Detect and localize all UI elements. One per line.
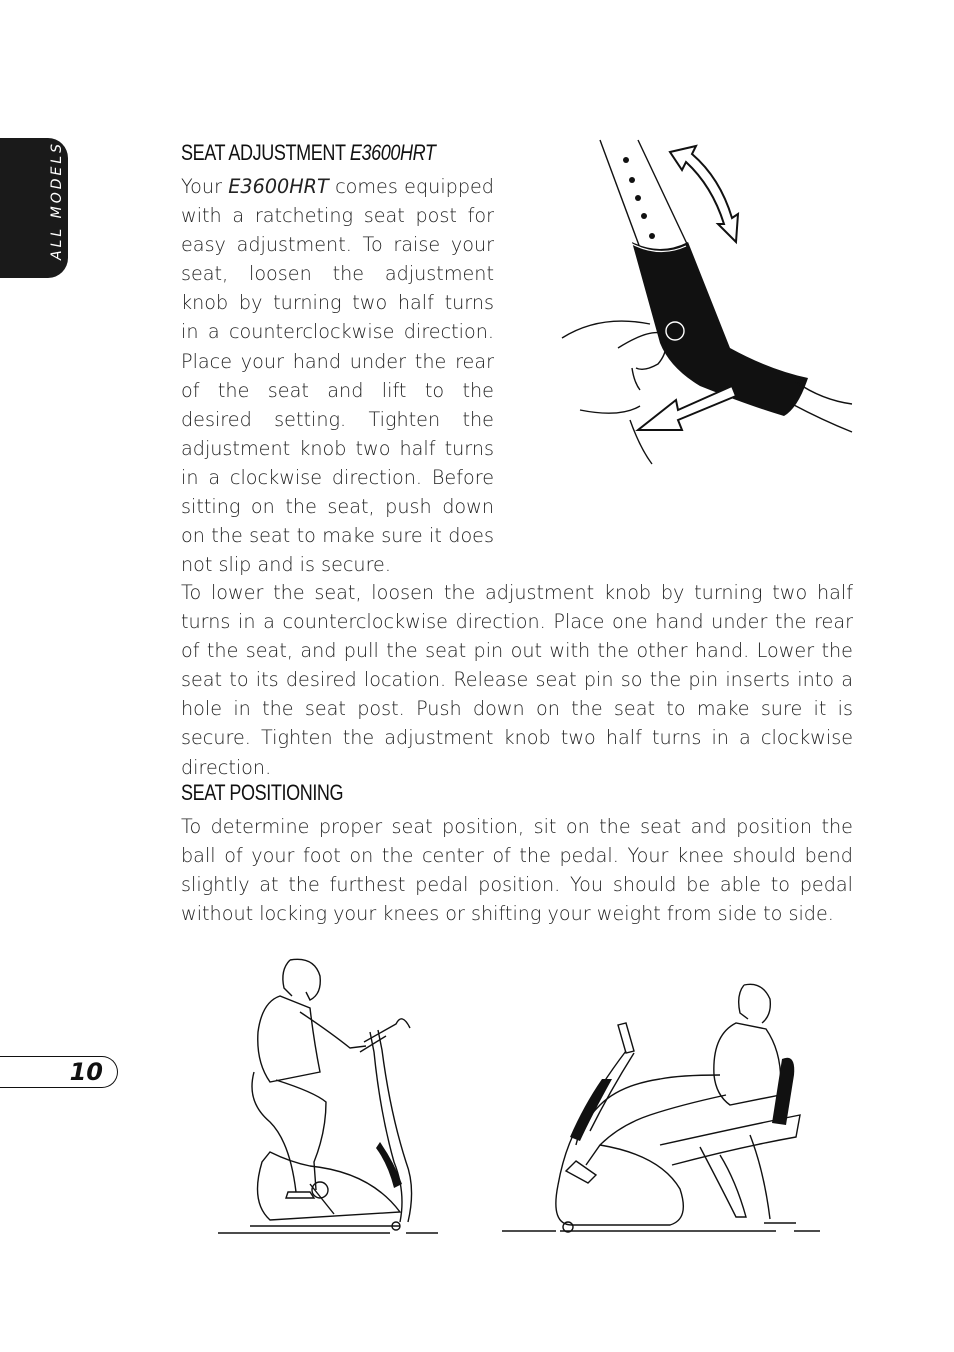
para1-model: E3600HRT [228,175,329,198]
para1-lead: Your [181,175,229,198]
heading-main: SEAT ADJUSTMENT [181,140,350,165]
para1-rest: comes equipped with a ratcheting seat post for easy adjustment. To raise your seat, loosen the adjustment knob by turning two half turns in a counterclockwise direction. Place your hand under the rear of the seat and lift to the desired setting. Tighten the adjustment knob two half turns in a clockwise direction. Before sitting on the seat, push down on the seat to make sure it does not slip and is secure. [181,175,494,577]
seat-post-illustration [560,138,860,468]
seat-positioning-paragraph: To determine proper seat position, sit on the seat and position the ball of your foot on the center of the pedal. Your knee should bend slightly at the furthest pedal position. You should be able to pedal without locking your knees or shifting your weight from side to side. [181,815,853,926]
recumbent-bike-illustration [500,975,830,1240]
section-heading-seat-positioning: SEAT POSITIONING [181,780,344,805]
page-number-tab [0,1056,118,1088]
section-heading-seat-adjustment [181,140,436,166]
upright-bike-illustration [210,952,450,1237]
seat-lowering-paragraph: To lower the seat, loosen the adjustment knob by turning two half turns in a counterclockwise direction. Place one hand under the rear of the seat, and pull the seat pin out with the other hand. Lower the seat to its desired location. Release seat pin so the pin inserts into a hole in the seat post. Push down on the seat to make sure it is secure. Tighten the adjustment knob two half turns in a clockwise direction. [181,581,853,779]
seat-adjustment-paragraph [181,172,494,579]
side-tab-label: ALL MODELS [49,140,65,260]
heading-model: E3600HRT [349,140,436,165]
page-number: 10 [69,1058,103,1086]
